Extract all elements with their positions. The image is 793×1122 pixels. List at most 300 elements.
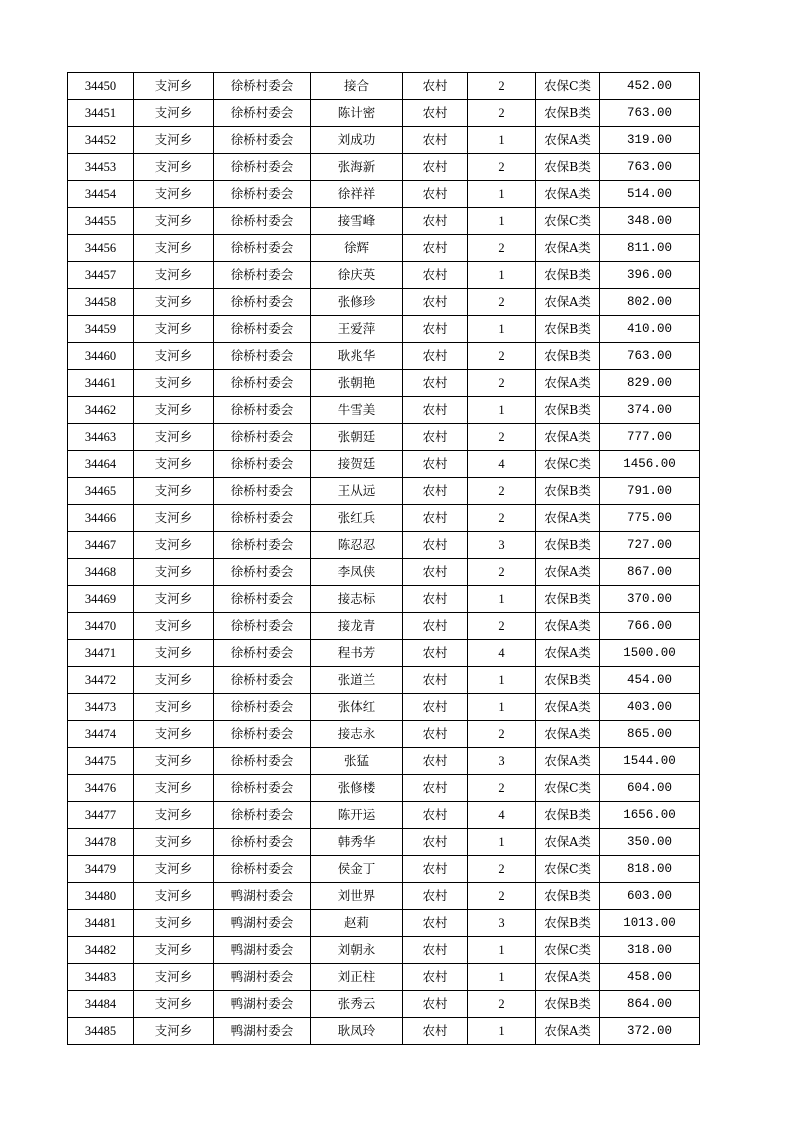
household-count-cell: 3: [468, 532, 536, 559]
township-cell: 支河乡: [134, 235, 214, 262]
township-cell: 支河乡: [134, 505, 214, 532]
table-row: [68, 316, 700, 343]
village-committee-cell: 徐桥村委会: [214, 667, 311, 694]
area-type-cell: 农村: [403, 883, 468, 910]
insurance-category-cell: 农保A类: [536, 613, 600, 640]
insurance-category-cell: 农保B类: [536, 883, 600, 910]
amount-cell: 802.00: [600, 289, 700, 316]
insurance-category-cell: 农保C类: [536, 937, 600, 964]
insurance-category-cell: 农保B类: [536, 316, 600, 343]
village-committee-cell: 徐桥村委会: [214, 208, 311, 235]
table-row: [68, 937, 700, 964]
person-name-cell: 张修楼: [311, 775, 403, 802]
area-type-cell: 农村: [403, 451, 468, 478]
household-count-cell: 4: [468, 451, 536, 478]
insurance-category-cell: 农保B类: [536, 586, 600, 613]
amount-cell: 818.00: [600, 856, 700, 883]
record-id-cell: 34476: [68, 775, 134, 802]
amount-cell: 403.00: [600, 694, 700, 721]
person-name-cell: 牛雪美: [311, 397, 403, 424]
insurance-category-cell: 农保B类: [536, 100, 600, 127]
area-type-cell: 农村: [403, 370, 468, 397]
person-name-cell: 张秀云: [311, 991, 403, 1018]
household-count-cell: 2: [468, 613, 536, 640]
record-id-cell: 34484: [68, 991, 134, 1018]
amount-cell: 318.00: [600, 937, 700, 964]
township-cell: 支河乡: [134, 694, 214, 721]
area-type-cell: 农村: [403, 829, 468, 856]
area-type-cell: 农村: [403, 100, 468, 127]
person-name-cell: 徐庆英: [311, 262, 403, 289]
village-committee-cell: 徐桥村委会: [214, 127, 311, 154]
household-count-cell: 2: [468, 235, 536, 262]
amount-cell: 727.00: [600, 532, 700, 559]
household-count-cell: 1: [468, 181, 536, 208]
person-name-cell: 耿凤玲: [311, 1018, 403, 1045]
amount-cell: 775.00: [600, 505, 700, 532]
table-row: [68, 1018, 700, 1045]
person-name-cell: 接雪峰: [311, 208, 403, 235]
insurance-category-cell: 农保A类: [536, 721, 600, 748]
table-row: [68, 721, 700, 748]
insurance-category-cell: 农保B类: [536, 910, 600, 937]
insurance-category-cell: 农保B类: [536, 397, 600, 424]
table-row: [68, 883, 700, 910]
insurance-category-cell: 农保B类: [536, 154, 600, 181]
table-row: [68, 748, 700, 775]
area-type-cell: 农村: [403, 208, 468, 235]
amount-cell: 514.00: [600, 181, 700, 208]
area-type-cell: 农村: [403, 154, 468, 181]
village-committee-cell: 鸭湖村委会: [214, 964, 311, 991]
township-cell: 支河乡: [134, 829, 214, 856]
township-cell: 支河乡: [134, 910, 214, 937]
record-id-cell: 34463: [68, 424, 134, 451]
household-count-cell: 1: [468, 208, 536, 235]
table-row: [68, 262, 700, 289]
amount-cell: 348.00: [600, 208, 700, 235]
person-name-cell: 王爱萍: [311, 316, 403, 343]
person-name-cell: 接龙青: [311, 613, 403, 640]
household-count-cell: 4: [468, 802, 536, 829]
insurance-category-cell: 农保A类: [536, 370, 600, 397]
insurance-category-cell: 农保A类: [536, 424, 600, 451]
amount-cell: 766.00: [600, 613, 700, 640]
village-committee-cell: 徐桥村委会: [214, 640, 311, 667]
person-name-cell: 李凤侠: [311, 559, 403, 586]
table-row: [68, 289, 700, 316]
household-count-cell: 2: [468, 424, 536, 451]
insurance-category-cell: 农保A类: [536, 289, 600, 316]
record-id-cell: 34473: [68, 694, 134, 721]
household-count-cell: 1: [468, 127, 536, 154]
person-name-cell: 接合: [311, 73, 403, 100]
household-count-cell: 2: [468, 721, 536, 748]
record-id-cell: 34474: [68, 721, 134, 748]
person-name-cell: 张道兰: [311, 667, 403, 694]
insurance-category-cell: 农保C类: [536, 451, 600, 478]
amount-cell: 811.00: [600, 235, 700, 262]
area-type-cell: 农村: [403, 748, 468, 775]
household-count-cell: 2: [468, 559, 536, 586]
amount-cell: 777.00: [600, 424, 700, 451]
village-committee-cell: 鸭湖村委会: [214, 991, 311, 1018]
table-row: [68, 991, 700, 1018]
household-count-cell: 2: [468, 856, 536, 883]
person-name-cell: 耿兆华: [311, 343, 403, 370]
area-type-cell: 农村: [403, 262, 468, 289]
table-row: [68, 505, 700, 532]
township-cell: 支河乡: [134, 262, 214, 289]
township-cell: 支河乡: [134, 208, 214, 235]
area-type-cell: 农村: [403, 802, 468, 829]
record-id-cell: 34462: [68, 397, 134, 424]
amount-cell: 458.00: [600, 964, 700, 991]
amount-cell: 604.00: [600, 775, 700, 802]
person-name-cell: 赵莉: [311, 910, 403, 937]
village-committee-cell: 徐桥村委会: [214, 478, 311, 505]
insurance-category-cell: 农保A类: [536, 235, 600, 262]
record-id-cell: 34477: [68, 802, 134, 829]
amount-cell: 1656.00: [600, 802, 700, 829]
village-committee-cell: 鸭湖村委会: [214, 910, 311, 937]
amount-cell: 370.00: [600, 586, 700, 613]
household-count-cell: 2: [468, 73, 536, 100]
table-row: [68, 532, 700, 559]
township-cell: 支河乡: [134, 991, 214, 1018]
benefit-roster-sheet: [67, 72, 699, 1045]
township-cell: 支河乡: [134, 640, 214, 667]
township-cell: 支河乡: [134, 721, 214, 748]
area-type-cell: 农村: [403, 667, 468, 694]
person-name-cell: 张修珍: [311, 289, 403, 316]
record-id-cell: 34460: [68, 343, 134, 370]
record-id-cell: 34459: [68, 316, 134, 343]
village-committee-cell: 徐桥村委会: [214, 343, 311, 370]
township-cell: 支河乡: [134, 73, 214, 100]
township-cell: 支河乡: [134, 964, 214, 991]
amount-cell: 603.00: [600, 883, 700, 910]
record-id-cell: 34466: [68, 505, 134, 532]
household-count-cell: 2: [468, 478, 536, 505]
amount-cell: 454.00: [600, 667, 700, 694]
household-count-cell: 3: [468, 910, 536, 937]
insurance-category-cell: 农保B类: [536, 343, 600, 370]
record-id-cell: 34468: [68, 559, 134, 586]
person-name-cell: 刘正柱: [311, 964, 403, 991]
household-count-cell: 2: [468, 991, 536, 1018]
household-count-cell: 2: [468, 370, 536, 397]
household-count-cell: 1: [468, 829, 536, 856]
area-type-cell: 农村: [403, 856, 468, 883]
record-id-cell: 34479: [68, 856, 134, 883]
township-cell: 支河乡: [134, 424, 214, 451]
amount-cell: 1013.00: [600, 910, 700, 937]
household-count-cell: 3: [468, 748, 536, 775]
township-cell: 支河乡: [134, 532, 214, 559]
area-type-cell: 农村: [403, 721, 468, 748]
table-row: [68, 100, 700, 127]
table-row: [68, 586, 700, 613]
insurance-category-cell: 农保A类: [536, 1018, 600, 1045]
record-id-cell: 34470: [68, 613, 134, 640]
person-name-cell: 张朝艳: [311, 370, 403, 397]
area-type-cell: 农村: [403, 505, 468, 532]
village-committee-cell: 徐桥村委会: [214, 397, 311, 424]
amount-cell: 1500.00: [600, 640, 700, 667]
table-row: [68, 775, 700, 802]
amount-cell: 763.00: [600, 343, 700, 370]
insurance-category-cell: 农保B类: [536, 532, 600, 559]
table-row: [68, 451, 700, 478]
household-count-cell: 2: [468, 883, 536, 910]
insurance-category-cell: 农保C类: [536, 856, 600, 883]
area-type-cell: 农村: [403, 73, 468, 100]
area-type-cell: 农村: [403, 127, 468, 154]
village-committee-cell: 徐桥村委会: [214, 370, 311, 397]
household-count-cell: 1: [468, 586, 536, 613]
household-count-cell: 2: [468, 505, 536, 532]
township-cell: 支河乡: [134, 154, 214, 181]
village-committee-cell: 徐桥村委会: [214, 262, 311, 289]
area-type-cell: 农村: [403, 640, 468, 667]
village-committee-cell: 徐桥村委会: [214, 748, 311, 775]
person-name-cell: 韩秀华: [311, 829, 403, 856]
table-row: [68, 235, 700, 262]
township-cell: 支河乡: [134, 1018, 214, 1045]
table-row: [68, 208, 700, 235]
village-committee-cell: 徐桥村委会: [214, 802, 311, 829]
person-name-cell: 张体红: [311, 694, 403, 721]
amount-cell: 864.00: [600, 991, 700, 1018]
township-cell: 支河乡: [134, 370, 214, 397]
table-row: [68, 910, 700, 937]
township-cell: 支河乡: [134, 613, 214, 640]
area-type-cell: 农村: [403, 289, 468, 316]
household-count-cell: 2: [468, 289, 536, 316]
township-cell: 支河乡: [134, 667, 214, 694]
village-committee-cell: 徐桥村委会: [214, 73, 311, 100]
record-id-cell: 34481: [68, 910, 134, 937]
record-id-cell: 34452: [68, 127, 134, 154]
table-row: [68, 73, 700, 100]
insurance-category-cell: 农保A类: [536, 694, 600, 721]
record-id-cell: 34478: [68, 829, 134, 856]
person-name-cell: 接志永: [311, 721, 403, 748]
person-name-cell: 陈计密: [311, 100, 403, 127]
insurance-category-cell: 农保A类: [536, 559, 600, 586]
household-count-cell: 1: [468, 937, 536, 964]
person-name-cell: 张猛: [311, 748, 403, 775]
table-row: [68, 127, 700, 154]
village-committee-cell: 鸭湖村委会: [214, 883, 311, 910]
insurance-category-cell: 农保C类: [536, 73, 600, 100]
record-id-cell: 34483: [68, 964, 134, 991]
person-name-cell: 陈开运: [311, 802, 403, 829]
area-type-cell: 农村: [403, 775, 468, 802]
amount-cell: 372.00: [600, 1018, 700, 1045]
village-committee-cell: 徐桥村委会: [214, 451, 311, 478]
insurance-category-cell: 农保A类: [536, 829, 600, 856]
area-type-cell: 农村: [403, 586, 468, 613]
amount-cell: 829.00: [600, 370, 700, 397]
table-row: [68, 613, 700, 640]
table-row: [68, 478, 700, 505]
township-cell: 支河乡: [134, 937, 214, 964]
insurance-category-cell: 农保A类: [536, 181, 600, 208]
table-row: [68, 559, 700, 586]
area-type-cell: 农村: [403, 910, 468, 937]
record-id-cell: 34454: [68, 181, 134, 208]
township-cell: 支河乡: [134, 883, 214, 910]
area-type-cell: 农村: [403, 937, 468, 964]
village-committee-cell: 鸭湖村委会: [214, 1018, 311, 1045]
household-count-cell: 2: [468, 154, 536, 181]
person-name-cell: 张朝廷: [311, 424, 403, 451]
person-name-cell: 徐祥祥: [311, 181, 403, 208]
household-count-cell: 4: [468, 640, 536, 667]
village-committee-cell: 徐桥村委会: [214, 613, 311, 640]
village-committee-cell: 徐桥村委会: [214, 775, 311, 802]
township-cell: 支河乡: [134, 802, 214, 829]
record-id-cell: 34450: [68, 73, 134, 100]
insurance-category-cell: 农保C类: [536, 208, 600, 235]
village-committee-cell: 徐桥村委会: [214, 289, 311, 316]
record-id-cell: 34453: [68, 154, 134, 181]
village-committee-cell: 徐桥村委会: [214, 235, 311, 262]
area-type-cell: 农村: [403, 991, 468, 1018]
person-name-cell: 刘世界: [311, 883, 403, 910]
household-count-cell: 2: [468, 343, 536, 370]
village-committee-cell: 徐桥村委会: [214, 154, 311, 181]
amount-cell: 791.00: [600, 478, 700, 505]
amount-cell: 763.00: [600, 154, 700, 181]
township-cell: 支河乡: [134, 478, 214, 505]
record-id-cell: 34471: [68, 640, 134, 667]
record-id-cell: 34456: [68, 235, 134, 262]
person-name-cell: 程书芳: [311, 640, 403, 667]
insurance-category-cell: 农保B类: [536, 478, 600, 505]
township-cell: 支河乡: [134, 559, 214, 586]
township-cell: 支河乡: [134, 127, 214, 154]
record-id-cell: 34465: [68, 478, 134, 505]
person-name-cell: 刘成功: [311, 127, 403, 154]
village-committee-cell: 徐桥村委会: [214, 694, 311, 721]
record-id-cell: 34472: [68, 667, 134, 694]
village-committee-cell: 徐桥村委会: [214, 316, 311, 343]
record-id-cell: 34458: [68, 289, 134, 316]
person-name-cell: 接志标: [311, 586, 403, 613]
township-cell: 支河乡: [134, 451, 214, 478]
amount-cell: 396.00: [600, 262, 700, 289]
person-name-cell: 王从远: [311, 478, 403, 505]
amount-cell: 1456.00: [600, 451, 700, 478]
table-row: [68, 343, 700, 370]
township-cell: 支河乡: [134, 343, 214, 370]
village-committee-cell: 徐桥村委会: [214, 559, 311, 586]
record-id-cell: 34451: [68, 100, 134, 127]
township-cell: 支河乡: [134, 856, 214, 883]
village-committee-cell: 徐桥村委会: [214, 856, 311, 883]
township-cell: 支河乡: [134, 748, 214, 775]
amount-cell: 374.00: [600, 397, 700, 424]
household-count-cell: 1: [468, 397, 536, 424]
insurance-category-cell: 农保B类: [536, 991, 600, 1018]
table-row: [68, 424, 700, 451]
township-cell: 支河乡: [134, 775, 214, 802]
amount-cell: 867.00: [600, 559, 700, 586]
village-committee-cell: 徐桥村委会: [214, 100, 311, 127]
amount-cell: 1544.00: [600, 748, 700, 775]
village-committee-cell: 徐桥村委会: [214, 181, 311, 208]
person-name-cell: 张海新: [311, 154, 403, 181]
village-committee-cell: 徐桥村委会: [214, 505, 311, 532]
table-row: [68, 667, 700, 694]
area-type-cell: 农村: [403, 181, 468, 208]
township-cell: 支河乡: [134, 289, 214, 316]
insurance-category-cell: 农保C类: [536, 775, 600, 802]
household-count-cell: 1: [468, 694, 536, 721]
household-count-cell: 2: [468, 100, 536, 127]
village-committee-cell: 鸭湖村委会: [214, 937, 311, 964]
table-row: [68, 694, 700, 721]
insurance-category-cell: 农保B类: [536, 262, 600, 289]
area-type-cell: 农村: [403, 964, 468, 991]
area-type-cell: 农村: [403, 478, 468, 505]
record-id-cell: 34467: [68, 532, 134, 559]
record-id-cell: 34475: [68, 748, 134, 775]
insurance-category-cell: 农保B类: [536, 667, 600, 694]
village-committee-cell: 徐桥村委会: [214, 721, 311, 748]
roster-table: [67, 72, 700, 1045]
amount-cell: 410.00: [600, 316, 700, 343]
person-name-cell: 接贺廷: [311, 451, 403, 478]
person-name-cell: 刘朝永: [311, 937, 403, 964]
person-name-cell: 张红兵: [311, 505, 403, 532]
table-row: [68, 181, 700, 208]
area-type-cell: 农村: [403, 424, 468, 451]
amount-cell: 350.00: [600, 829, 700, 856]
table-row: [68, 802, 700, 829]
insurance-category-cell: 农保B类: [536, 802, 600, 829]
record-id-cell: 34461: [68, 370, 134, 397]
area-type-cell: 农村: [403, 613, 468, 640]
record-id-cell: 34485: [68, 1018, 134, 1045]
record-id-cell: 34480: [68, 883, 134, 910]
table-row: [68, 370, 700, 397]
table-row: [68, 397, 700, 424]
village-committee-cell: 徐桥村委会: [214, 586, 311, 613]
household-count-cell: 1: [468, 964, 536, 991]
insurance-category-cell: 农保A类: [536, 127, 600, 154]
area-type-cell: 农村: [403, 532, 468, 559]
household-count-cell: 1: [468, 262, 536, 289]
record-id-cell: 34464: [68, 451, 134, 478]
area-type-cell: 农村: [403, 694, 468, 721]
area-type-cell: 农村: [403, 1018, 468, 1045]
amount-cell: 763.00: [600, 100, 700, 127]
village-committee-cell: 徐桥村委会: [214, 829, 311, 856]
table-row: [68, 154, 700, 181]
amount-cell: 452.00: [600, 73, 700, 100]
insurance-category-cell: 农保A类: [536, 748, 600, 775]
area-type-cell: 农村: [403, 343, 468, 370]
record-id-cell: 34482: [68, 937, 134, 964]
table-row: [68, 964, 700, 991]
person-name-cell: 侯金丁: [311, 856, 403, 883]
township-cell: 支河乡: [134, 397, 214, 424]
village-committee-cell: 徐桥村委会: [214, 424, 311, 451]
